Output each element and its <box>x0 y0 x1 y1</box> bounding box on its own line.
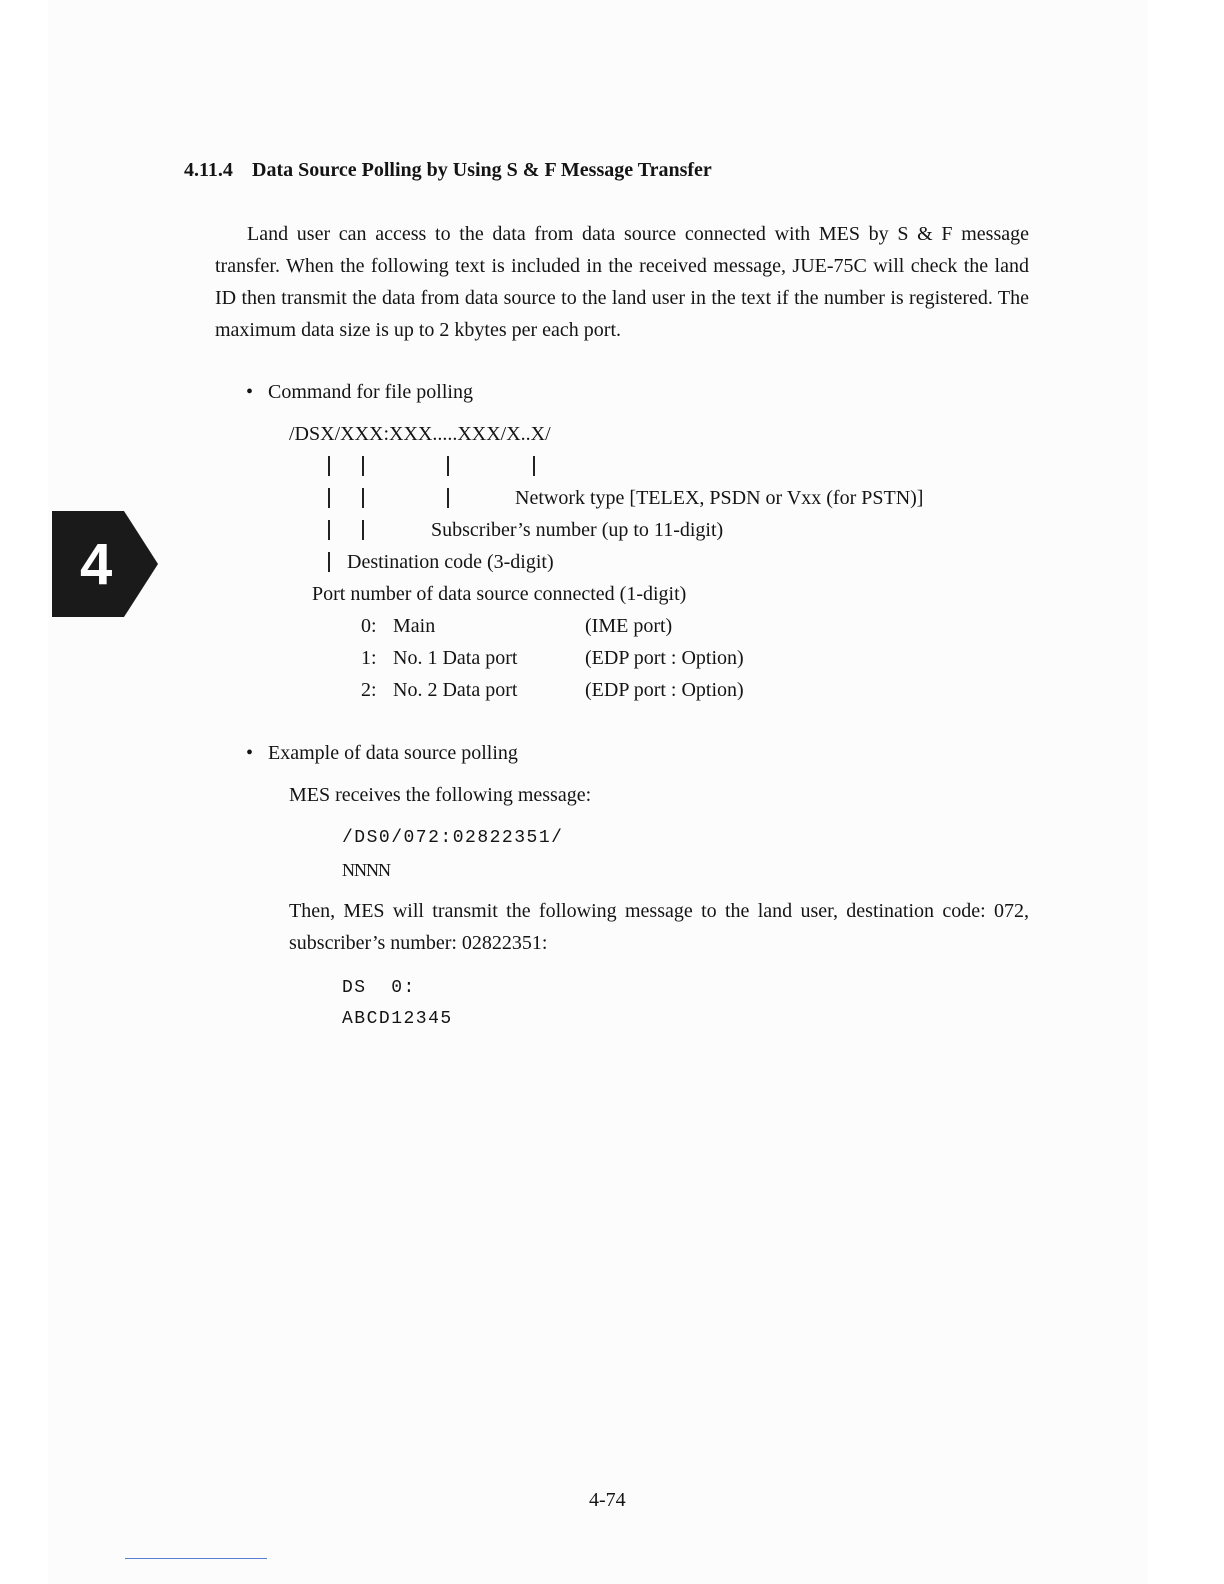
scan-edge-line <box>125 1558 267 1559</box>
connector-line <box>328 488 330 508</box>
connector-line <box>362 456 364 476</box>
example-heading: Example of data source polling <box>268 742 518 764</box>
port-name: No. 1 Data port <box>393 647 518 669</box>
port-code: 1: <box>361 647 377 669</box>
page-number: 4-74 <box>589 1489 626 1511</box>
then-text-cont: subscriber’s number: 02822351: <box>289 932 548 954</box>
port-code: 2: <box>361 679 377 701</box>
bullet: • <box>246 381 254 403</box>
intro-paragraph: Land user can access to the data from data source connected with MES by S & F message transfer. When the following text is included in the received message, JUE-75C will check the land ID then transmit the data from data source to the land user in the text if the number is registered. The maximum data size is up to 2 kbytes per each port. <box>215 223 1029 341</box>
destination-note: Destination code (3-digit) <box>347 551 554 573</box>
port-name: Main <box>393 615 436 637</box>
message-line: NNNN <box>342 860 390 880</box>
then-text: Then, MES will transmit the following message to the land user, destination code: 072, <box>289 900 1029 922</box>
receives-text: MES receives the following message: <box>289 784 592 806</box>
port-desc: (EDP port : Option) <box>585 647 744 669</box>
connector-line <box>362 520 364 540</box>
port-name: No. 2 Data port <box>393 679 518 701</box>
port-note: Port number of data source connected (1-digit) <box>312 583 687 605</box>
message-line: /DS0/072:02822351/ <box>342 828 564 848</box>
subscriber-note: Subscriber’s number (up to 11-digit) <box>431 519 724 541</box>
chapter-tab-number: 4 <box>80 532 113 597</box>
command-syntax: /DSX/XXX:XXX.....XXX/X..X/ <box>289 423 551 445</box>
section-number: 4.11.4 <box>184 159 233 181</box>
network-type-note: Network type [TELEX, PSDN or Vxx (for PSTN)] <box>515 487 924 509</box>
section-heading <box>184 159 712 182</box>
section-title: Data Source Polling by Using S & F Message Transfer <box>252 159 712 181</box>
connector-line <box>328 552 330 572</box>
port-desc: (IME port) <box>585 615 673 637</box>
command-heading: Command for file polling <box>268 381 473 403</box>
reply-line: DS 0: <box>342 978 416 998</box>
connector-line <box>328 520 330 540</box>
bullet: • <box>246 742 254 764</box>
connector-line <box>447 488 449 508</box>
connector-line <box>328 456 330 476</box>
port-desc: (EDP port : Option) <box>585 679 744 701</box>
port-code: 0: <box>361 615 377 637</box>
connector-line <box>447 456 449 476</box>
reply-line: ABCD12345 <box>342 1009 453 1029</box>
connector-line <box>533 456 535 476</box>
connector-line <box>362 488 364 508</box>
chapter-tab <box>52 511 158 617</box>
